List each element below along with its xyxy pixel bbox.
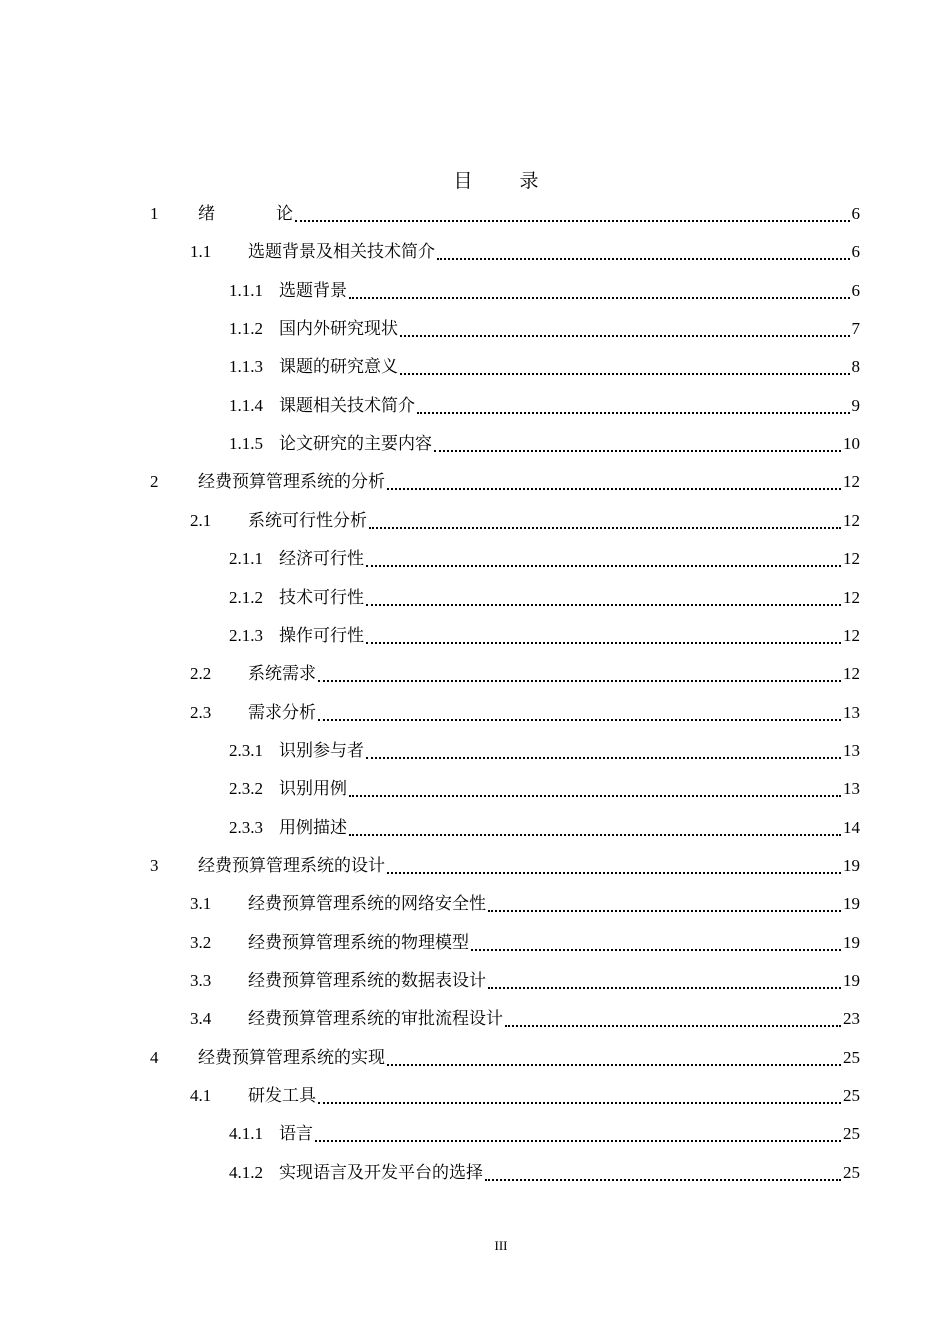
dot-leader	[471, 949, 841, 951]
dot-leader	[488, 987, 841, 989]
toc-entry[interactable]	[150, 464, 860, 500]
dot-leader	[318, 1102, 841, 1104]
toc-entry-number: 3	[150, 855, 159, 875]
toc-entry-number: 4.1.2	[229, 1162, 263, 1182]
toc-entry[interactable]	[190, 1001, 860, 1037]
dot-leader	[366, 565, 841, 567]
toc-entry-title: 经费预算管理系统的实现	[198, 1047, 385, 1068]
toc-entry-title: 经费预算管理系统的设计	[198, 855, 385, 876]
toc-entry-number: 3.1	[190, 894, 212, 914]
toc-entry-page: 12	[843, 472, 860, 492]
dot-leader	[417, 412, 850, 414]
toc-entry[interactable]	[229, 273, 860, 309]
toc-entry-number: 4.1.1	[229, 1124, 263, 1144]
dot-leader	[387, 1064, 841, 1066]
toc-entry-number: 1.1.4	[229, 395, 263, 415]
toc-entry-number: 3.4	[190, 1009, 212, 1029]
dot-leader	[485, 1179, 841, 1181]
toc-entry-page: 12	[843, 664, 860, 684]
toc-entry-number: 3.3	[190, 971, 212, 990]
toc-entry[interactable]	[229, 580, 860, 616]
dot-leader	[366, 604, 841, 606]
toc-entry-page: 19	[843, 971, 860, 990]
toc-entry[interactable]	[150, 196, 860, 232]
toc-entry-title: 用例描述	[279, 817, 347, 838]
toc-entry-page: 14	[843, 817, 860, 837]
toc-entry-page: 6	[851, 242, 860, 262]
dot-leader	[366, 642, 841, 644]
toc-entry[interactable]	[229, 426, 860, 462]
dot-leader	[349, 795, 841, 797]
toc-entry[interactable]	[229, 1155, 860, 1191]
dot-leader	[400, 373, 850, 375]
toc-entry-page: 12	[843, 625, 860, 645]
toc-entry-title: 国内外研究现状	[279, 319, 398, 340]
toc-entry[interactable]	[229, 311, 860, 347]
toc-entry-page: 10	[843, 434, 860, 454]
toc-entry-page: 7	[851, 319, 860, 339]
dot-leader	[315, 1140, 841, 1142]
toc-entry[interactable]	[190, 1078, 860, 1114]
toc-entry-title: 操作可行性	[279, 625, 364, 646]
toc-entry-title: 选题背景及相关技术简介	[248, 242, 435, 263]
toc-entry-number: 3.2	[190, 932, 212, 952]
toc-entry-number: 4	[150, 1047, 159, 1067]
toc-entry-title: 技术可行性	[279, 587, 364, 608]
dot-leader	[318, 680, 841, 682]
toc-entry-title: 经费预算管理系统的分析	[198, 472, 385, 493]
toc-entry-title: 研发工具	[248, 1086, 316, 1107]
toc-entry-page: 19	[843, 855, 860, 875]
toc-entry-title: 选题背景	[279, 280, 347, 301]
toc-entry-number: 2.1.1	[229, 549, 263, 569]
toc-entry-title: 经费预算管理系统的数据表设计	[248, 971, 486, 991]
toc-entry-title: 经费预算管理系统的网络安全性	[248, 894, 486, 915]
toc-entry-title: 论文研究的主要内容	[279, 434, 432, 455]
dot-leader	[387, 872, 841, 874]
toc-entry[interactable]	[229, 733, 860, 769]
toc-entry-number: 1.1.2	[229, 319, 263, 339]
toc-entry-title: 需求分析	[248, 702, 316, 723]
toc-entry-page: 8	[851, 357, 860, 377]
toc-entry-title: 课题的研究意义	[279, 357, 398, 378]
toc-entry-title: 课题相关技术简介	[279, 395, 415, 416]
toc-entry-number: 2.3.3	[229, 817, 263, 837]
toc-entry-page: 25	[843, 1124, 860, 1144]
toc-entry-page: 25	[843, 1086, 860, 1106]
toc-entry-title: 系统可行性分析	[248, 510, 367, 531]
toc-entry-page: 13	[843, 702, 860, 722]
dot-leader	[349, 834, 841, 836]
toc-entry-number: 2.2	[190, 664, 212, 684]
toc-entry[interactable]	[190, 656, 860, 692]
toc-entry[interactable]	[190, 963, 860, 999]
toc-entry-page: 25	[843, 1162, 860, 1182]
toc-entry-page: 19	[843, 894, 860, 914]
toc-entry[interactable]	[229, 388, 860, 424]
toc-entry-number: 1	[150, 204, 159, 223]
toc-entry-page: 23	[843, 1009, 860, 1029]
toc-entry-number: 4.1	[190, 1086, 212, 1106]
toc-entry-page: 19	[843, 932, 860, 952]
toc-entry-number: 2.1	[190, 510, 212, 530]
toc-entry-title: 系统需求	[248, 664, 316, 685]
toc-entry-number: 1.1	[190, 242, 212, 262]
toc-entry-number: 2.1.3	[229, 625, 263, 645]
toc-entry-title: 识别用例	[279, 779, 347, 800]
toc-entry-number: 2.3.1	[229, 740, 263, 760]
dot-leader	[295, 220, 850, 222]
toc-entry-number: 2.1.2	[229, 587, 263, 607]
toc-entry-title: 经费预算管理系统的物理模型	[248, 932, 469, 953]
toc-entry[interactable]	[229, 349, 860, 385]
dot-leader	[434, 450, 841, 452]
toc-entry[interactable]	[229, 771, 860, 807]
dot-leader	[488, 910, 841, 912]
toc-entry[interactable]	[229, 541, 860, 577]
toc-entry-title: 绪 论	[198, 204, 315, 224]
toc-title: 目 录	[453, 170, 553, 192]
toc-entry-title: 经济可行性	[279, 549, 364, 570]
dot-leader	[366, 757, 841, 759]
toc-entry[interactable]	[190, 503, 860, 539]
toc-entry[interactable]	[229, 1116, 860, 1152]
toc-entry-number: 1.1.5	[229, 434, 263, 454]
toc-entry[interactable]	[190, 925, 860, 961]
toc-entry-title: 实现语言及开发平台的选择	[279, 1162, 483, 1183]
toc-entry-number: 1.1.1	[229, 280, 263, 300]
toc-entry-page: 25	[843, 1047, 860, 1067]
toc-entry-title: 经费预算管理系统的审批流程设计	[248, 1009, 503, 1030]
toc-entry-page: 9	[851, 395, 860, 415]
toc-entry[interactable]	[150, 848, 860, 884]
toc-entry-page: 6	[851, 204, 860, 223]
dot-leader	[437, 258, 850, 260]
dot-leader	[318, 719, 841, 721]
toc-entry[interactable]	[190, 234, 860, 270]
toc-entry-title: 语言	[279, 1124, 313, 1145]
toc-entry-page: 12	[843, 587, 860, 607]
toc-entry-number: 2.3	[190, 702, 212, 722]
dot-leader	[400, 335, 850, 337]
dot-leader	[369, 527, 841, 529]
dot-leader	[387, 488, 841, 490]
toc-entry-page: 12	[843, 510, 860, 530]
toc-entry-title: 识别参与者	[279, 740, 364, 761]
toc-entry-page: 12	[843, 549, 860, 569]
toc-entry-number: 2	[150, 472, 159, 492]
toc-entry-page: 13	[843, 779, 860, 799]
toc-entry-page: 13	[843, 740, 860, 760]
toc-entry[interactable]	[229, 810, 860, 846]
toc-entry-page: 6	[851, 280, 860, 300]
toc-entry[interactable]	[150, 1040, 860, 1076]
toc-entry-number: 1.1.3	[229, 357, 263, 377]
toc-entry-number: 2.3.2	[229, 779, 263, 799]
toc-entry[interactable]	[229, 618, 860, 654]
toc-entry[interactable]	[190, 886, 860, 922]
dot-leader	[349, 297, 850, 299]
toc-entry[interactable]	[190, 695, 860, 731]
dot-leader	[505, 1025, 841, 1027]
page-number: III	[494, 1238, 508, 1253]
